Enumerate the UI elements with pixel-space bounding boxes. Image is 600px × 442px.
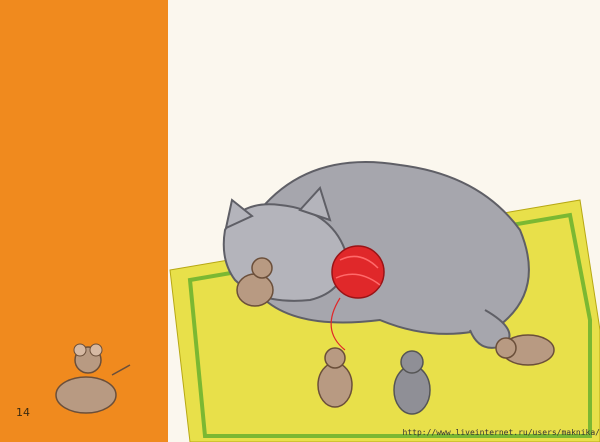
footer-url: http://www.liveinternet.ru/users/maknika/ (402, 428, 600, 437)
page-number: 14 (16, 406, 30, 419)
poem-author (266, 103, 346, 117)
story-text (362, 14, 588, 140)
mouse-illustration (56, 344, 130, 413)
poem-text (196, 14, 341, 109)
